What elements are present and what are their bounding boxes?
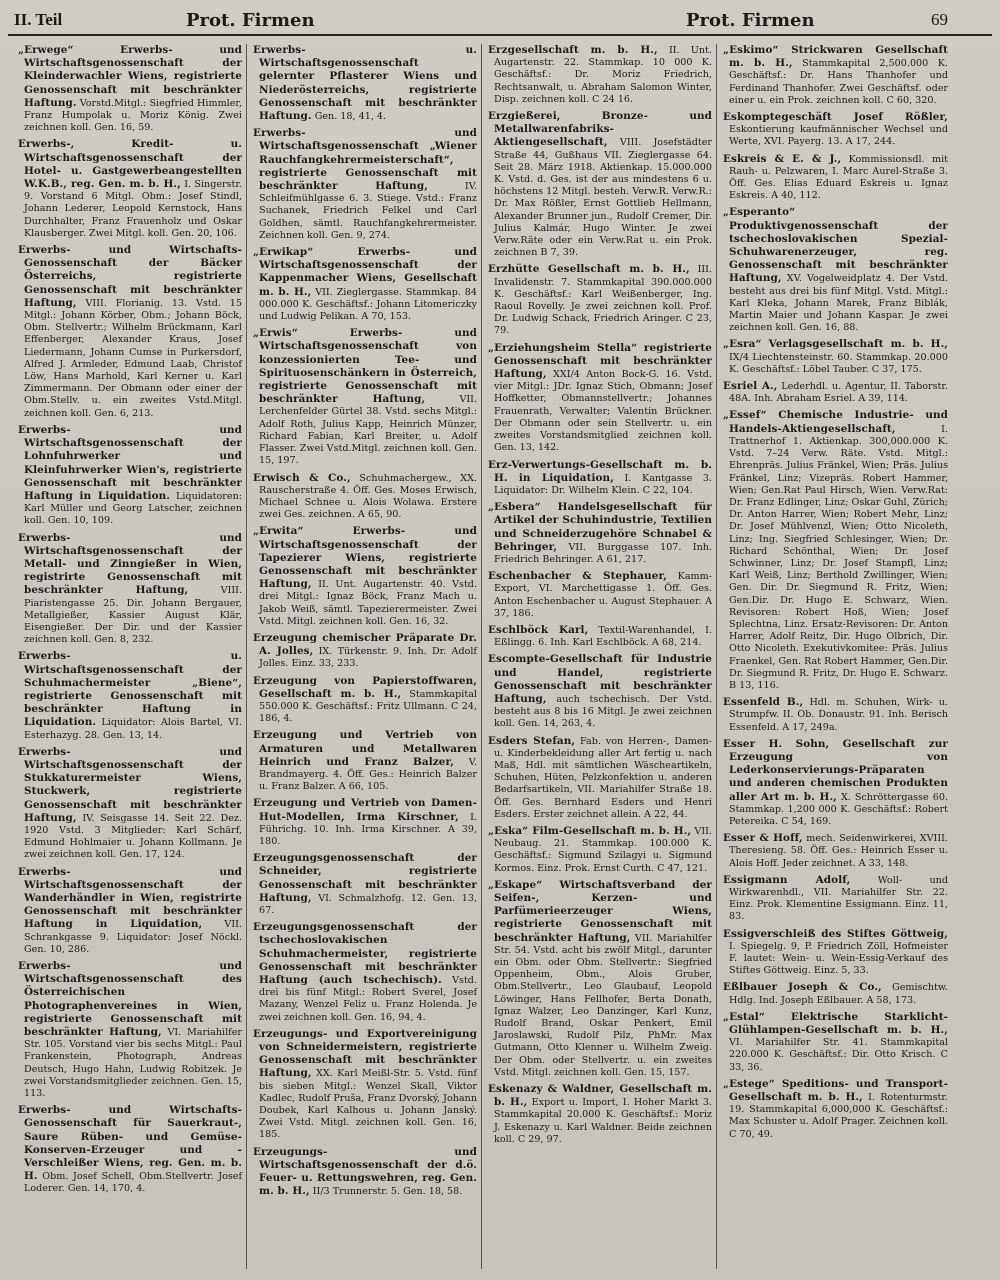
entry-company-name: Esders Stefan, — [488, 734, 576, 747]
entry-details: IX. Türkenstr. 9. Inh. Dr. Adolf Jolles. Einz. 33, 233. — [259, 646, 477, 670]
entry-details: mech. Seidenwirkerei, XVIII. Theresieng. 58. Öff. Ges.: Heinrich Esser u. Alois Hoff. Jeder zeichnet. A 33, 148. — [729, 833, 948, 869]
entry-details: Kamm-Export, VI. Marchettigasse 1. Öff. Ges. Anton Eschenbacher u. August Stephauer. A 37, 186. — [494, 571, 712, 619]
directory-entry — [488, 110, 712, 259]
entry-details: I. Trattnerhof 1. Aktienkap. 300,000.000 K. Vstd. 7–24 Verw. Räte. Vstd. Mitgl.: Ehrenpräs. Julius Fränkel, Wien; Präs. Julius Fränkel, Linz; Vizepräs. Robert Hammer, Wien; Gen.Rat Paul Hirsch, Wien. Verw.Rat: Dr. Franz Edlinger, Linz; Oskar Guhl, Zürich; Dr. Anton Harrer, Wien; Robert Mehr, Linz; Dr. Josef Mühlvenzl, Wien; Otto Nicoleth, Linz; Ing. Siegfried Schlesinger, Wien; Dr. Richard Schönthal, Wien; Dr. Josef Schwinner, Linz; Dr. Josef Stampfl, Linz; Karl Weiß, Linz; Berthold Zwillinger, Wien; Gen. Dir. Dr. Siegmund R. Fritz, Wien; Gen.Dir. Dr. Hugo E. Schwarz, Wien. Revisoren: Robert Hoß, Wien; Josef Splechtna, Linz. Ersatz-Revisoren: Dr. Anton Harrer, Adolf Reitz, Dir. Hugo Olbrich, Dir. Otto Nicoleth. Exekutivkomitee: Präs. Julius Fraenkel, Gen. Rat Robert Hammer, Gen.Dir. Dr. Siegmund R. Fritz, Dr. Hugo E. Schwarz. B 13, 116. — [729, 423, 948, 691]
entry-details: VII. Burggasse 107. Inh. Friedrich Behringer. A 61, 217. — [494, 541, 712, 565]
directory-entry — [488, 624, 712, 649]
entry-company-name: Erzeugung chemischer Präparate Dr. A. Jolles, — [253, 631, 477, 658]
entry-details: Schuhmachergew., XX. Rauscherstraße 4. Öff. Ges. Moses Erwisch, Michael Schnee u. Alois Wolawa. Erstere zwei Ges. zeichnen. A 65, 90. — [259, 472, 477, 521]
directory-entry — [723, 380, 948, 405]
directory-entry — [253, 1146, 477, 1199]
entry-details: VIII. Josefstädter Straße 44, Gußhaus VII. Zieglergasse 64. Seit 28. März 1918. Aktienkap. 15.000.000 K. Vstd. d. Ges. ist der aus mindestens 6 u. höchstens 12 Mitgl. besteh. Verw.R. Verw.R.: Dr. Max Rößler, Ernst Gottlieb Hellmann, Alexander Brunner jun., Rudolf Cremer, Dir. Julius Kalmár, Hugo Winter. Je zwei Verw.Räte oder ein Verw.Rat u. ein Prok. zeichnen B 7, 39. — [494, 137, 712, 259]
entry-details: Gemischtw. Hdlg. Ind. Joseph Eßlbauer. A 58, 173. — [729, 982, 948, 1006]
entry-company-name: Eschenbacher & Stephauer, — [488, 570, 668, 583]
directory-entry — [18, 866, 242, 956]
directory-entry — [723, 928, 948, 978]
page-header — [8, 8, 992, 36]
entry-details: Gen. 18, 41, 4. — [314, 111, 387, 123]
entry-details: VI. Mariahilfer Str. 105. Vorstand vier bis sechs Mitgl.: Paul Frankenstein, Photograph, Andreas Deutsch, Hugo Hahn, Ludwig Robitzek. Je zwei Vorstandsmitglieder zeichnen. Gen. 15, 113. — [24, 1027, 242, 1100]
directory-entry — [18, 138, 242, 240]
entry-details: Liquidatoren: Karl Müller und Georg Latscher, zeichnen koll. Gen. 10, 109. — [24, 490, 242, 527]
entry-details: Lederhdl. u. Agentur, II. Taborstr. 48A. Inh. Abraham Esriel. A 39, 114. — [729, 381, 948, 405]
directory-entry — [253, 246, 477, 323]
directory-entry — [723, 153, 948, 203]
directory-entry — [723, 1078, 948, 1141]
entry-company-name: Erzeugung und Vertrieb von Damen-Hut-Modellen, Irma Kirschner, — [253, 797, 477, 823]
entry-company-name: Erwerbs- und Wirtschaftsgenossenschaft der Metall- und Zinngießer in Wien, registrirte Genossenschaft mit beschränkter Haftung, — [18, 531, 242, 597]
entry-details: IV. Seisgasse 14. Seit 22. Dez. 1920 Vstd. 3 Mitglieder: Karl Schärf, Edmund Hohlmaier u. Johann Kollmann. Je zwei zeichnen koll. Gen. 17, 124. — [24, 812, 242, 861]
entry-company-name: Eßlbauer Joseph & Co., — [723, 981, 882, 994]
entry-company-name: Eschlböck Karl, — [488, 623, 589, 636]
directory-entry — [18, 1104, 242, 1195]
entry-company-name: Erzgesellschaft m. b. H., — [488, 44, 658, 56]
directory-entry — [253, 921, 477, 1024]
directory-entry — [488, 44, 712, 106]
entry-company-name: Erzeugung von Papierstoffwaren, Gesellschaft m. b. H., — [253, 674, 477, 700]
entry-details: Export u. Import, I. Hoher Markt 3. Stammkapital 20.000 K. Geschäftsf.: Moriz J. Eskenazy u. Karl Waldner. Beide zeichnen koll. C 29, 97. — [494, 1097, 712, 1145]
directory-entry — [723, 206, 948, 334]
entry-details: Liquidator: Alois Bartel, VI. Esterhazyg. 28. Gen. 13, 14. — [24, 717, 242, 741]
directory-entry — [253, 675, 477, 726]
entry-company-name: Erwerbs- und Wirtschaftsgenossenschaft „Wiener Rauchfangkehrermeisterschaft“, registrierte Genossenschaft mit beschränkter Haftung, — [253, 127, 477, 193]
entry-company-name: „Eska“ Film-Gesellschaft m. b. H., — [488, 824, 692, 837]
entry-details: VII. Lerchenfelder Gürtel 38. Vstd. sechs Mitgl.: Adolf Roth, Julius Kapp, Heinrich Münzer, Richard Fabian, Karl Breiter, u. Adolf Flasser. Zwei Vstd.Mitgl. zeichnen koll. Gen. 15, 197. — [259, 394, 477, 467]
entry-details: XV. Vogelweidplatz 4. Der Vstd. besteht aus drei bis fünf Mitgl. Vstd. Mitgl.: Karl Kleka, Johann Marek, Franz Biblák, Martin Maier und Johann Kaspar. Je zwei zeichnen koll. Gen. 16, 88. — [729, 273, 948, 334]
header-title-left: Prot. Firmen — [186, 10, 315, 31]
entry-company-name: Erwerbs- u. Wirtschaftsgenossenschaft der Schuhmachermeister „Biene“, registrierte Genossenschaft mit beschränkter Haftung in Liquidation. — [18, 650, 242, 729]
entry-company-name: Essigverschleiß des Stiftes Göttweig, — [723, 927, 948, 940]
directory-entry — [253, 632, 477, 671]
directory-entry — [253, 525, 477, 628]
entry-columns — [12, 44, 996, 1272]
entry-details: VI. Schmalzhofg. 12. Gen. 13, 67. — [259, 892, 477, 916]
directory-entry — [253, 797, 477, 848]
entry-details: Fab. von Herren-, Damen- u. Kinderbekleidung aller Art fertig u. nach Maß, Hdl. mit sämtlichen Wäscheartikeln, Schuhen, Hüten, Pelzkonfektion u. anderen Bedarfsartikeln, VII. Mariahilfer Straße 18. Öff. Ges. Bernhard Esders und Henri Esders. Erster zeichnet allein. A 22, 44. — [494, 735, 712, 820]
entry-details: Hdl. m. Schuhen, Wirk- u. Strumpfw. II. Ob. Donaustr. 91. Inh. Berisch Essenfeld. A 17, 249a. — [729, 697, 948, 733]
directory-entry — [18, 244, 242, 420]
entry-details: III. Invalidenstr. 7. Stammkapital 390.000.000 K. Geschäftsf.: Karl Weißenberger, Ing. Raoul Rovelly. Je zwei zeichnen koll. Prof. Dr. Ludwig Schack, Friedrich Aringer. C 23, 79. — [494, 264, 712, 337]
entry-company-name: „Essef“ Chemische Industrie- und Handels-Aktiengesellschaft, — [723, 409, 948, 435]
entry-details: X. Schröttergasse 60. Stammkap. 1,200 000 K. Geschäftsf.: Robert Petereika. C 54, 169. — [729, 791, 948, 827]
entry-details: Vorstd.Mitgl.: Siegfried Himmler, Franz Humpolak u. Moriz König. Zwei zeichnen koll. Gen. 16, 59. — [24, 97, 242, 134]
directory-entry — [253, 327, 477, 467]
directory-entry — [723, 832, 948, 870]
column-1 — [12, 44, 247, 1269]
directory-entry — [723, 111, 948, 149]
entry-details: XX. Karl Meißl-Str. 5. Vstd. fünf bis sieben Mitgl.: Wenzel Skall, Viktor Kadlec, Rudolf Pruša, Franz Dvorský, Johann Doubek, Karl Kalhous u. Johann Janský. Zwei Vstd. Mitgl. zeichnen koll. Gen. 16, 185. — [259, 1068, 477, 1141]
directory-entry — [18, 532, 242, 647]
directory-entry — [723, 981, 948, 1006]
entry-details: VI. Mariahilfer Str. 41. Stammkapital 220.000 K. Geschäftsf.: Dir. Otto Krisch. C 33, 36. — [729, 1037, 948, 1073]
directory-entry — [488, 1083, 712, 1146]
entry-company-name: „Estege“ Speditions- und Transport-Gesellschaft m. b. H., — [723, 1077, 948, 1104]
entry-company-name: Erzeugungs- und Exportvereinigung von Schneidermeistern, registrierte Genossenschaft mit beschränkter Haftung, — [253, 1027, 477, 1080]
entry-company-name: „Erwege“ Erwerbs- und Wirtschaftsgenossenschaft der Kleinderwachler Wiens, registrierte Genossenschaft mit beschränkter Haftung. — [18, 44, 242, 109]
directory-entry — [18, 650, 242, 741]
entry-details: I. Spiegelg. 9, P. Friedrich Zöll, Hofmeister F. lautet: Wein- u. Wein-Essig-Verkauf des Stiftes Göttweig. Einz. 5, 33. — [729, 940, 948, 977]
entry-company-name: Esriel A., — [723, 380, 778, 393]
entry-company-name: Erwerbs- und Wirtschaftsgenossenschaft der Wanderhändler in Wien, registrirte Genossenschaft mit beschränkter Haftung in Liquidation, — [18, 865, 242, 931]
entry-company-name: Erwerbs-, Kredit- u. Wirtschaftsgenossenschaft der Hotel- u. Gastgewerbeangestellten W.K.B., reg. Gen. m. b. H., — [18, 138, 242, 191]
entry-company-name: Escompte-Gesellschaft für Industrie und Handel, registrierte Genossenschaft mit beschränkter Haftung, — [488, 653, 712, 705]
entry-details: VII. Schrankgasse 9. Liquidator: Josef Nöckl. Gen. 10, 286. — [24, 919, 242, 955]
directory-entry — [253, 729, 477, 793]
entry-details: IV. Schleifmühlgasse 6. 3. Stiege. Vstd.: Franz Suchanek, Friedrich Felkel und Carl Goldhen, sämtl. Rauchfangkehrermeister. Zeichnen koll. Gen. 9, 274. — [259, 181, 477, 241]
entry-company-name: Erzeugungs- und Wirtschaftsgenossenschaft der d.ö. Feuer- u. Rettungswehren, reg. Gen. m. b. H., — [253, 1145, 477, 1198]
entry-company-name: Erwerbs- und Wirtschafts-Genossenschaft der Bäcker Österreichs, registrierte Genossenschaft mit beschränkter Haftung, — [18, 244, 242, 309]
directory-entry — [723, 338, 948, 376]
entry-details: Textil-Warenhandel, I. Eßlingg. 6. Inh. Karl Eschlböck. A 68, 214. — [494, 624, 712, 649]
entry-details: Stammkapital 550.000 K. Geschäftsf.: Fritz Ullmann. C 24, 186, 4. — [259, 688, 477, 725]
entry-details: XXI/4 Anton Bock-G. 16. Vstd. vier Mitgl.: JDr. Ignaz Stich, Obmann; Josef Hoffketter, Obmannstellvertr.; Johannes Frauenrath, Verwalter; Valentin Brückner. Der Obmann oder sein Stellvertr. u. ein zweites Vorstandsmitglied zeichnen koll. Gen. 13, 142. — [494, 369, 712, 454]
page-number: 69 — [931, 10, 948, 29]
entry-company-name: Erz-Verwertungs-Gesellschaft m. b. H. in Liquidation, — [488, 458, 712, 484]
entry-company-name: Erwerbs- und Wirtschafts-Genossenschaft für Sauerkraut-, Saure Rüben- und Gemüse-Konserven-Erzeuger und -Verschleißer Wiens, reg. Gen. m. b. H. — [18, 1104, 242, 1183]
entry-company-name: Eskenazy & Waldner, Gesellschaft m. b. H., — [488, 1083, 712, 1109]
entry-company-name: „Estal“ Elektrische Starklicht-Glühlampen-Gesellschaft m. b. H., — [723, 1010, 948, 1037]
directory-entry — [488, 263, 712, 337]
entry-details: VII. Neubaug. 21. Stammkap. 100.000 K. Geschäftsf.: Sigmund Szilagyi u. Sigmund Kormos. Einz. Prok. Ernst Curth. C 47, 121. — [494, 825, 712, 874]
directory-entry — [488, 342, 712, 455]
entry-company-name: „Erwikap“ Erwerbs- und Wirtschaftsgenossenschaft der Kappenmacher Wiens, Gesellschaft m. b. H., — [253, 246, 477, 298]
entry-company-name: Erwisch & Co., — [253, 471, 351, 484]
entry-company-name: Esser & Hoff, — [723, 832, 803, 845]
entry-details: II/3 Trunnerstr. 5. Gen. 18, 58. — [312, 1186, 463, 1198]
header-title-right: Prot. Firmen — [686, 10, 815, 31]
entry-company-name: Eskomptegeschäft Josef Rößler, — [723, 111, 948, 124]
entry-details: V. Brandmayerg. 4. Öff. Ges.: Heinrich Balzer u. Franz Balzer. A 66, 105. — [259, 756, 477, 793]
entry-company-name: Esser H. Sohn, Gesellschaft zur Erzeugung von Lederkonservierungs-Präparaten und anderen chemischen Produkten aller Art m. b. H., — [723, 737, 948, 803]
directory-entry — [488, 501, 712, 566]
column-4 — [717, 44, 952, 1269]
directory-entry — [253, 127, 477, 242]
entry-details: auch tschechisch. Der Vstd. besteht aus 8 bis 16 Mitgl. Je zwei zeichnen koll. Gen. 14, 263, 4. — [494, 693, 712, 730]
entry-company-name: Erzeugungsgenossenschaft der tschechoslovakischen Schuhmachermeister, registrierte Genossenschaft mit beschränkter Haftung (auch tschechisch). — [253, 921, 477, 987]
directory-entry — [723, 874, 948, 924]
entry-company-name: „Esbera“ Handelsgesellschaft für Artikel der Schuhindustrie, Textilien und Schneiderzugehöre Schnabel & Behringer, — [488, 501, 712, 553]
entry-company-name: Erwerbs- und Wirtschaftsgenossenschaft des Österreichischen Photographenvereines in Wien, registrierte Genossenschaft mit beschränkter Haftung, — [18, 960, 242, 1039]
entry-company-name: „Erwis“ Erwerbs- und Wirtschaftsgenossenschaft von konzessionierten Tee- und Spirituosenschänkern in Österreich, registrierte Genossenschaft mit beschränkter Haftung, — [253, 327, 477, 406]
entry-details: Eskontierung kaufmännischer Wechsel und Werte, XVI. Payerg. 13. A 17, 244. — [729, 124, 948, 148]
directory-entry — [723, 409, 948, 692]
directory-entry — [723, 696, 948, 734]
entry-details: VIII. Florianig. 13. Vstd. 15 Mitgl.: Johann Körber, Obm.; Johann Böck, Obm. Stellvertr.; Wilhelm Brückmann, Karl Effenberger, Alexander Kraus, Josef Liedermann, Johann Cumse in Purkersdorf, Alfred J. Armleder, Edmund Laab, Christof Löw, Hans Marhold, Karl Kerner u. Karl Zimmermann. Der Obmann oder einer der Obm.Stellv. u. ein zweites Vstd.Mitgl. zeichnen koll. Gen. 6, 213. — [24, 297, 242, 419]
entry-details: I. Führichg. 10. Inh. Irma Kirschner. A 39, 180. — [259, 811, 477, 847]
column-3 — [482, 44, 717, 1269]
directory-entry — [253, 472, 477, 522]
directory-entry — [488, 570, 712, 620]
part-label: II. Teil — [14, 10, 63, 29]
column-2 — [247, 44, 482, 1269]
entry-company-name: „Erziehungsheim Stella“ registrierte Genossenschaft mit beschränkter Haftung, — [488, 341, 712, 381]
directory-entry — [18, 746, 242, 862]
entry-details: II. Unt. Augartenstr. 22. Stammkap. 10 000 K. Geschäftsf.: Dr. Moriz Friedrich, Rechtsanwalt, u. Abraham Salomon Winter, Disp. zeichnen koll. C 24 16. — [494, 45, 712, 105]
entry-details: I. Kantgasse 3. Liquidator: Dr. Wilhelm Klein. C 22, 104. — [494, 472, 712, 496]
directory-entry — [253, 852, 477, 917]
directory-entry — [253, 1028, 477, 1142]
entry-details: VII. Mariahilfer Str. 54. Vstd. acht bis zwölf Mitgl., darunter ein Obm. oder Obm. Stellvertr.: Siegfried Oppenheim, Obm., Alois Gruber, Obm.Stellvertr., Leo Glaubauf, Leopold Löwinger, Hans Fellhofer, Berta Donath, Ignaz Walzer, Leo Danzinger, Karl Kunz, Rudolf Brand, Oskar Penkert, Emil Jaroslawski, Rudolf Pilz, PhMr. Max Gutmann, Otto Klenner u. Wilhelm Zweig. Der Obm. oder Stellvertr. u. ein zweites Vstd. Mitgl. zeichnen koll. Gen. 15, 157. — [494, 932, 712, 1078]
entry-details: VII. Zieglergasse. Stammkap. 84 000.000 K. Geschäftsf.: Johann Litomericzky und Ludwig Pelikan. A 70, 153. — [259, 286, 477, 323]
directory-entry — [723, 44, 948, 107]
entry-details: Vstd. drei bis fünf Mitgl.: Robert Sverel, Josef Mazany, Wenzel Feliz u. Franz Holenda. Je zwei zeichnen koll. Gen. 16, 94, 4. — [259, 975, 477, 1023]
entry-details: Woll- und Wirkwarenhdl., VII. Mariahilfer Str. 22. Einz. Prok. Klementine Essigmann. Einz. 11, 83. — [729, 874, 948, 923]
entry-details: I. Singerstr. 9. Vorstand 6 Mitgl. Obm.: Josef Stindl, Johann Lederer, Leopold Kernstock, Hans Durchhalter, Franz Frauenholz und Oskar Klausberger. Zwei Mitgl. koll. Gen. 20, 106. — [24, 179, 242, 239]
entry-company-name: „Erwita“ Erwerbs- und Wirtschaftsgenossenschaft der Tapezierer Wiens, registrierte Genossenschaft mit beschränkter Haftung, — [253, 525, 477, 591]
directory-entry — [18, 44, 242, 134]
directory-entry — [488, 459, 712, 498]
directory-entry — [723, 738, 948, 828]
entry-details: Stammkapital 2,500.000 K. Geschäftsf.: Dr. Hans Thanhofer und Ferdinand Thanhofer. Zwei Geschäftsf. oder einer u. ein Prok. zeichnen koll. C 60, 320. — [729, 58, 948, 106]
directory-entry — [723, 1011, 948, 1074]
entry-company-name: Erwerbs- u. Wirtschaftsgenossenschaft gelernter Pflasterer Wiens und Niederösterreichs, registrierte Genossenschaft mit beschränkter Haftung. — [253, 44, 477, 123]
entry-company-name: „Eskape“ Wirtschaftsverband der Seifen-, Kerzen- und Parfümerieerzeuger Wiens, registrierte Genossenschaft mit beschränkter Haftung, — [488, 878, 712, 944]
directory-entry — [253, 44, 477, 123]
entry-details: Kommissionsdl. mit Rauh- u. Pelzwaren, I. Marc Aurel-Straße 3. Öff. Ges. Elias Eduard Eskreis u. Ignaz Eskreis. A 40, 112. — [729, 153, 948, 202]
entry-details: II. Unt. Augartenstr. 40. Vstd. drei Mitgl.: Ignaz Böck, Franz Mach u. Jakob Weiß, sämtl. Tapezierermeister. Zwei Vstd. Mitgl. zeichnen koll. Gen. 16, 32. — [259, 579, 477, 627]
entry-company-name: Erwerbs- und Wirtschaftsgenossenschaft der Stukkaturermeister Wiens, Stuckwerk, registrierte Genossenschaft mit beschränkter Haftung, — [18, 745, 242, 824]
entry-company-name: Erzhütte Gesellschaft m. b. H., — [488, 263, 690, 276]
entry-company-name: Erzeugung und Vertrieb von Armaturen und Metallwaren Heinrich und Franz Balzer, — [253, 729, 477, 768]
entry-company-name: „Eskimo“ Strickwaren Gesellschaft m. b. H., — [723, 44, 948, 70]
entry-company-name: Erzgießerei, Bronze- und Metallwarenfabriks-Aktiengesellschaft, — [488, 110, 712, 149]
entry-details: IX/4 Liechtensteinstr. 60. Stammkap. 20.000 K. Geschäftsf.: Löbel Tauber. C 37, 175. — [729, 351, 948, 375]
entry-details: Obm. Josef Schell, Obm.Stellvertr. Josef Loderer. Gen. 14, 170, 4. — [24, 1171, 242, 1195]
entry-details: VIII. Piaristengasse 25. Dir. Johann Bergauer, Metallgießer, Kassier August Klär, Eisengießer. Der Dir. und der Kassier zeichnen koll. Gen. 8, 232. — [24, 585, 242, 646]
entry-company-name: Essenfeld B., — [723, 696, 804, 709]
entry-company-name: „Esperanto“ Produktivgenossenschaft der tschechoslovakischen Spezial-Schuhwarenerzeuger, reg. Genossenschaft mit beschränkter Haftung, — [723, 206, 948, 285]
directory-entry — [488, 825, 712, 875]
entry-company-name: Eskreis & E. & J., — [723, 152, 842, 165]
entry-company-name: Erwerbs- und Wirtschaftsgenossenschaft der Lohnfuhrwerker und Kleinfuhrwerker Wien's, registrierte Genossenschaft mit beschränkter Haftung in Liquidation. — [18, 423, 242, 502]
directory-entry — [18, 960, 242, 1100]
entry-company-name: Erzeugungsgenossenschaft der Schneider, registrierte Genossenschaft mit beschränkter Haftung, — [253, 852, 477, 904]
entry-company-name: „Esra“ Verlagsgesellschaft m. b. H., — [723, 338, 948, 351]
directory-entry — [488, 879, 712, 1079]
directory-entry — [488, 653, 712, 730]
directory-entry — [488, 735, 712, 821]
directory-entry — [18, 424, 242, 528]
entry-details: I. Rotenturmstr. 19. Stammkapital 6,000,000 K. Geschäftsf.: Max Schuster u. Adolf Prager. Zeichnen koll. C 70, 49. — [729, 1092, 948, 1140]
entry-company-name: Essigmann Adolf, — [723, 873, 851, 886]
